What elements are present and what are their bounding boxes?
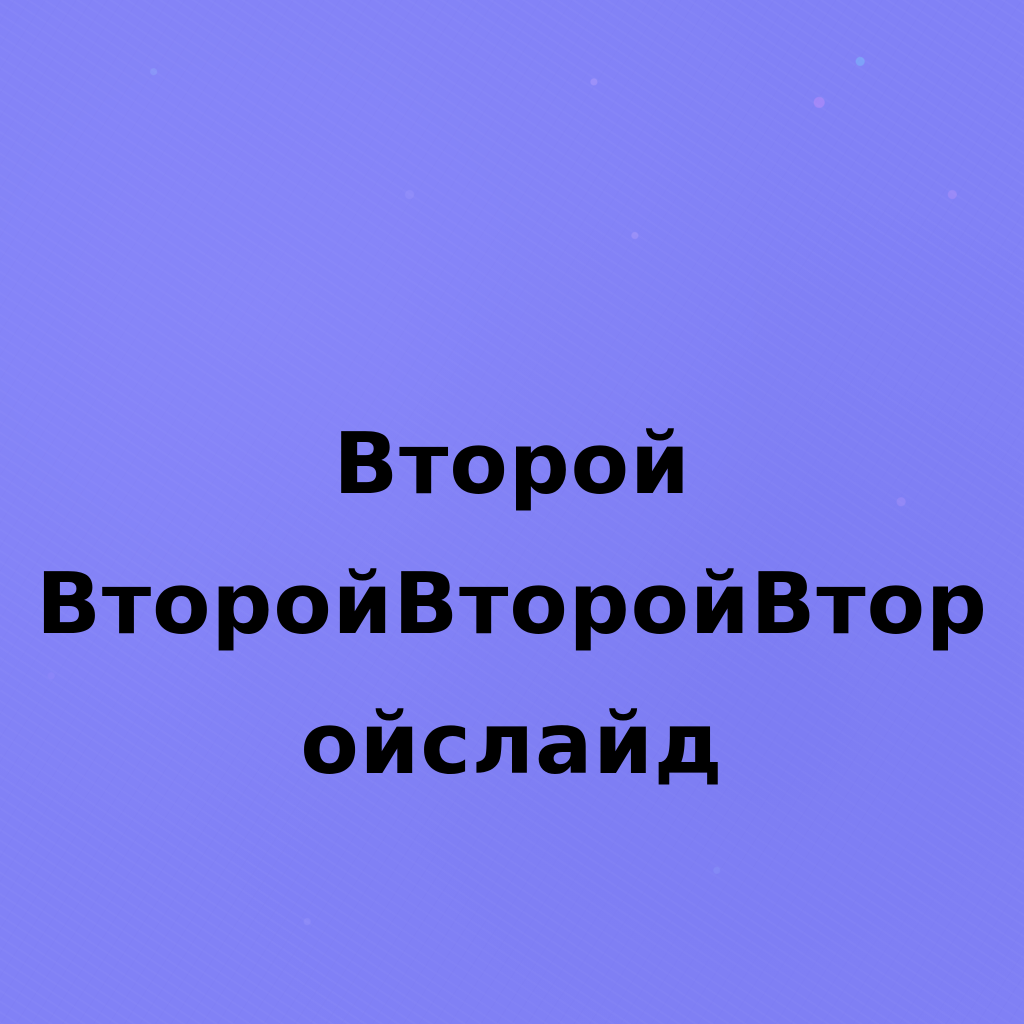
slide-title: Второй ВторойВторойВтор ойслайд bbox=[36, 415, 988, 794]
